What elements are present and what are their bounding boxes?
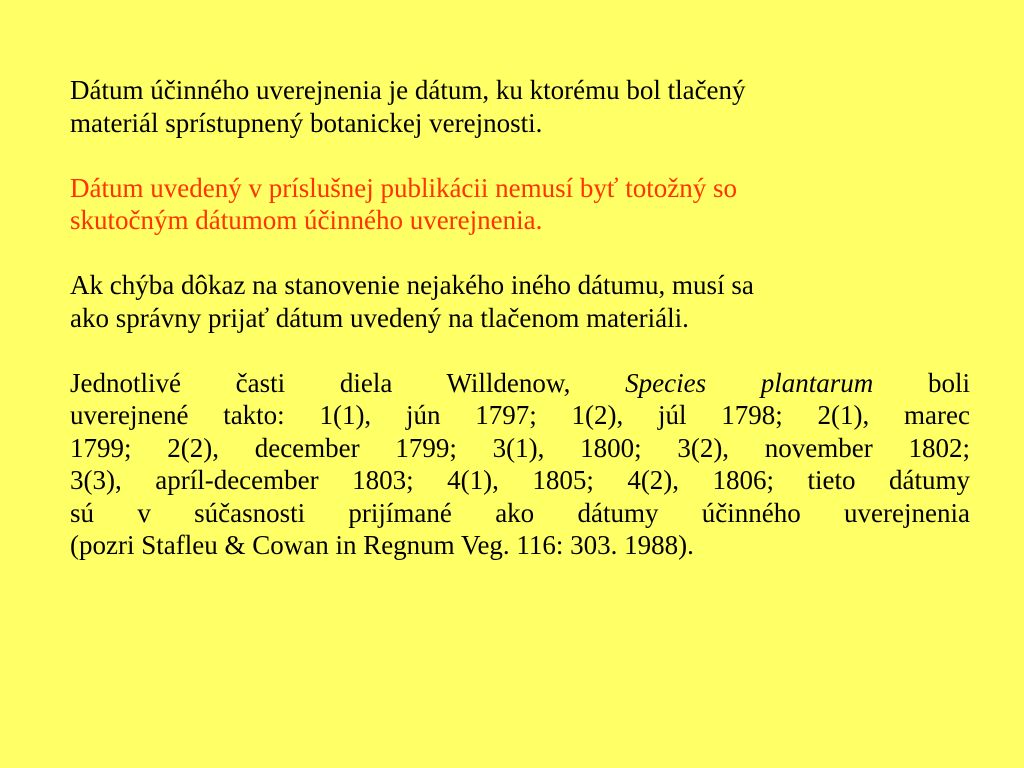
text-segment: Jednotlivé časti diela Willdenow, [70, 367, 571, 398]
paragraph-effective-publication-definition [70, 74, 970, 139]
text-line: 3(3), apríl-december 1803; 4(1), 1805; 4(2), 1806; tieto dátumy [70, 465, 970, 495]
text-line: materiál sprístupnený botanickej verejnosti. [70, 107, 543, 138]
paragraph-stated-date-warning [70, 172, 970, 237]
text-line: (pozri Stafleu & Cowan in Regnum Veg. 116: 303. 1988). [70, 530, 694, 560]
text-line: uverejnené takto: 1(1), jún 1797; 1(2), júl 1798; 2(1), marec [70, 400, 970, 430]
text-line: ako správny prijať dátum uvedený na tlačenom materiáli. [70, 302, 689, 333]
text-line: Ak chýba dôkaz na stanovenie nejakého iného dátumu, musí sa [70, 270, 754, 300]
text-line: skutočným dátumom účinného uverejnenia. [70, 205, 543, 235]
text-segment: boli [928, 367, 971, 398]
text-line: 1799; 2(2), december 1799; 3(1), 1800; 3(2), november 1802; [70, 432, 970, 463]
text-line: sú v súčasnosti prijímané ako dátumy účinného uverejnenia [70, 497, 970, 528]
text-line: Dátum uvedený v príslušnej publikácii nemusí byť totožný so [70, 172, 737, 203]
text-line [70, 367, 970, 400]
paragraph-willdenow-example [70, 367, 970, 562]
paragraph-absence-of-evidence [70, 269, 970, 334]
text-line: Dátum účinného uverejnenia je dátum, ku ktorému bol tlačený [70, 75, 746, 105]
species-plantarum-title: Species plantarum [625, 367, 874, 398]
